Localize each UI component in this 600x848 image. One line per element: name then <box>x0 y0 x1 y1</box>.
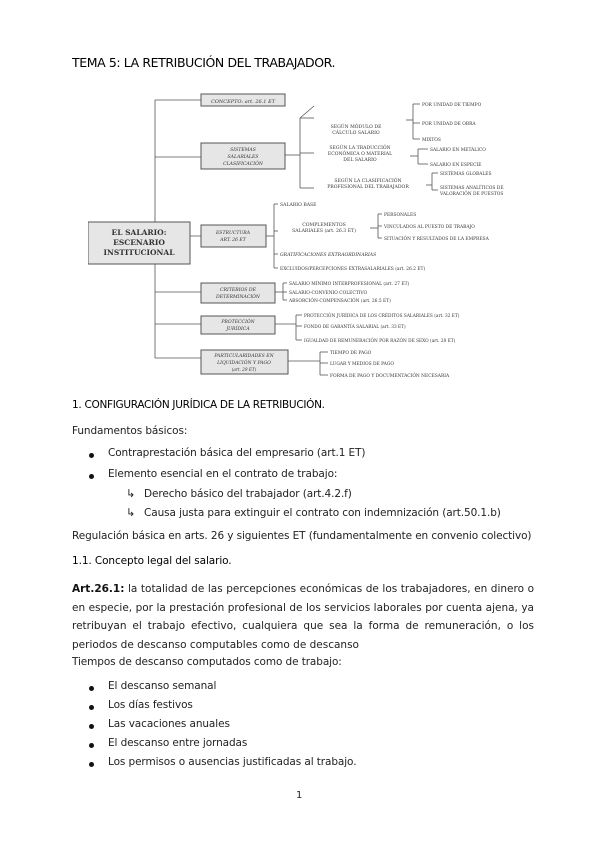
estructura-label-1: ESTRUCTURA <box>215 231 251 236</box>
estructura-base: SALARIO BASE <box>280 203 317 208</box>
proteccion-item-3: IGUALDAD DE REMUNERACIÓN POR RAZÓN DE SEXO (art. 28 ET) <box>304 339 456 344</box>
proteccion-item-2: FONDO DE GARANTÍA SALARIAL (art. 33 ET) <box>304 325 406 330</box>
tiempos-item-2: Los días festivos <box>108 699 193 711</box>
sistemas-g1-item-2: POR UNIDAD DE OBRA <box>422 122 476 127</box>
estructura-complementos-1: COMPLEMENTOS <box>302 223 346 228</box>
estructura-gratificaciones: GRATIFICACIONES EXTRAORDINARIAS <box>280 253 377 258</box>
article-label: Art.26.1: <box>72 583 125 595</box>
sistemas-g2-label-3: DEL SALARIO <box>343 158 377 163</box>
sistemas-label-3: CLASIFICACIÓN <box>223 162 263 167</box>
particularidades-label-2: LIQUIDACIÓN Y PAGO <box>217 361 271 366</box>
bullet-dot <box>89 724 94 729</box>
bullet-item-2: Elemento esencial en el contrato de trabajo: <box>108 468 338 480</box>
estructura-excluidos: EXCLUIDOS/PERCEPCIONES EXTRASALARIALES (art. 26.2 ET) <box>280 267 426 272</box>
sistemas-g3-item-3: VALORACIÓN DE PUESTOS <box>440 192 504 197</box>
tiempos-item-3: Las vacaciones anuales <box>108 718 230 730</box>
regulacion-text: Regulación básica en arts. 26 y siguientes ET (fundamentalmente en convenio colectivo) <box>72 530 532 542</box>
tiempos-intro: Tiempos de descanso computados como de trabajo: <box>72 656 342 668</box>
section-heading: 1. CONFIGURACIÓN JURÍDICA DE LA RETRIBUCIÓN. <box>72 399 325 411</box>
sistemas-g1-item-1: POR UNIDAD DE TIEMPO <box>422 103 482 108</box>
sistemas-g2-item-1: SALARIO EN METÁLICO <box>430 148 486 153</box>
determinacion-item-3: ABSORCIÓN-COMPENSACIÓN (art. 26.5 ET) <box>289 299 391 304</box>
particularidades-item-2: LUGAR Y MEDIOS DE PAGO <box>330 362 394 367</box>
root-label-2: ESCENARIO <box>113 238 165 247</box>
particularidades-label-1: PARTICULARIDADES EN <box>214 354 274 359</box>
sistemas-g1-label-2: CÁLCULO SALARIO <box>332 131 380 136</box>
bullet-dot <box>89 705 94 710</box>
sistemas-label-1: SISTEMAS <box>230 148 256 153</box>
page-title: TEMA 5: LA RETRIBUCIÓN DEL TRABAJADOR. <box>72 55 336 70</box>
determinacion-box <box>201 283 275 303</box>
concept-map-svg <box>88 86 548 386</box>
salary-concept-map <box>88 86 548 386</box>
tiempos-item-4: El descanso entre jornadas <box>108 737 248 749</box>
determinacion-label-2: DETERMINACIÓN <box>216 295 260 300</box>
particularidades-label-3: (art. 29 ET) <box>231 367 257 372</box>
concepto-label: CONCEPTO: art. 26.1 ET <box>210 99 276 105</box>
root-label-3: INSTITUCIONAL <box>103 248 175 257</box>
tiempos-item-5: Los permisos o ausencias justificadas al trabajo. <box>108 756 357 768</box>
estructura-box <box>201 225 266 247</box>
particularidades-item-1: TIEMPO DE PAGO <box>330 351 372 356</box>
determinacion-item-2: SALARIO-CONVENIO COLECTIVO <box>289 291 368 296</box>
proteccion-item-1: PROTECCIÓN JURÍDICA DE LOS CRÉDITOS SALARIALES (art. 32 ET) <box>304 314 460 319</box>
sistemas-label-2: SALARIALES <box>227 155 259 160</box>
estructura-label-2: ART. 26 ET <box>220 238 246 243</box>
bullet-dot <box>89 762 94 767</box>
comp-item-situacion: SITUACIÓN Y RESULTADOS DE LA EMPRESA <box>384 237 489 242</box>
sub-bullet-item-2: Causa justa para extinguir el contrato con indemnización (art.50.1.b) <box>144 507 501 519</box>
arrow-bullet-icon: ↳ <box>126 487 136 500</box>
determinacion-item-1: SALARIO MÍNIMO INTERPROFESIONAL (art. 27 ET) <box>289 282 410 287</box>
article-definition <box>72 580 534 654</box>
sub-bullet-item-1: Derecho básico del trabajador (art.4.2.f) <box>144 488 352 500</box>
bullet-item-1: Contraprestación básica del empresario (art.1 ET) <box>108 447 366 459</box>
sistemas-g3-item-2: SISTEMAS ANALÍTICOS DE <box>440 186 504 191</box>
bullet-dot <box>89 743 94 748</box>
tiempos-item-1: El descanso semanal <box>108 680 217 692</box>
estructura-complementos-2: SALARIALES (art. 26.3 ET) <box>292 229 356 234</box>
determinacion-label-1: CRITERIOS DE <box>220 288 256 293</box>
sistemas-g2-item-2: SALARIO EN ESPECIE <box>430 163 482 168</box>
bullet-dot <box>89 686 94 691</box>
proteccion-label-2: JURÍDICA <box>226 327 250 332</box>
comp-item-puesto: VINCULADOS AL PUESTO DE TRABAJO <box>384 225 475 230</box>
sistemas-g2-label-1: SEGÚN LA TRADUCCIÓN <box>329 146 391 151</box>
bullet-dot <box>89 453 94 458</box>
sistemas-g3-label-2: PROFESIONAL DEL TRABAJADOR <box>327 185 409 190</box>
fundamentos-intro: Fundamentos básicos: <box>72 425 188 437</box>
proteccion-label-1: PROTECCIÓN <box>221 320 255 325</box>
arrow-bullet-icon: ↳ <box>126 506 136 519</box>
bullet-dot <box>89 474 94 479</box>
comp-item-personales: PERSONALES <box>384 213 417 218</box>
root-label-1: EL SALARIO: <box>111 228 167 237</box>
particularidades-item-3: FORMA DE PAGO Y DOCUMENTACIÓN NECESARIA <box>330 374 450 379</box>
sistemas-g1-label-1: SEGÚN MÓDULO DE <box>330 125 382 130</box>
sistemas-g3-item-1: SISTEMAS GLOBALES <box>440 172 492 177</box>
subsection-heading: 1.1. Concepto legal del salario. <box>72 555 232 567</box>
article-text: la totalidad de las percepciones económicas de los trabajadores, en dinero o en especie, por la prestación profesional de los servicios laborales por cuenta ajena, ya retribuyan el trabajo efectivo, cualquiera que sea la forma de remuneración, o los periodos de descanso computables como de descanso <box>72 583 534 651</box>
page-number: 1 <box>296 790 303 801</box>
sistemas-g2-label-2: ECONÓMICA O MATERIAL <box>327 152 393 157</box>
sistemas-g3-label-1: SEGÚN LA CLASIFICACIÓN <box>334 179 402 184</box>
sistemas-g1-item-3: MIXTOS <box>422 138 441 143</box>
